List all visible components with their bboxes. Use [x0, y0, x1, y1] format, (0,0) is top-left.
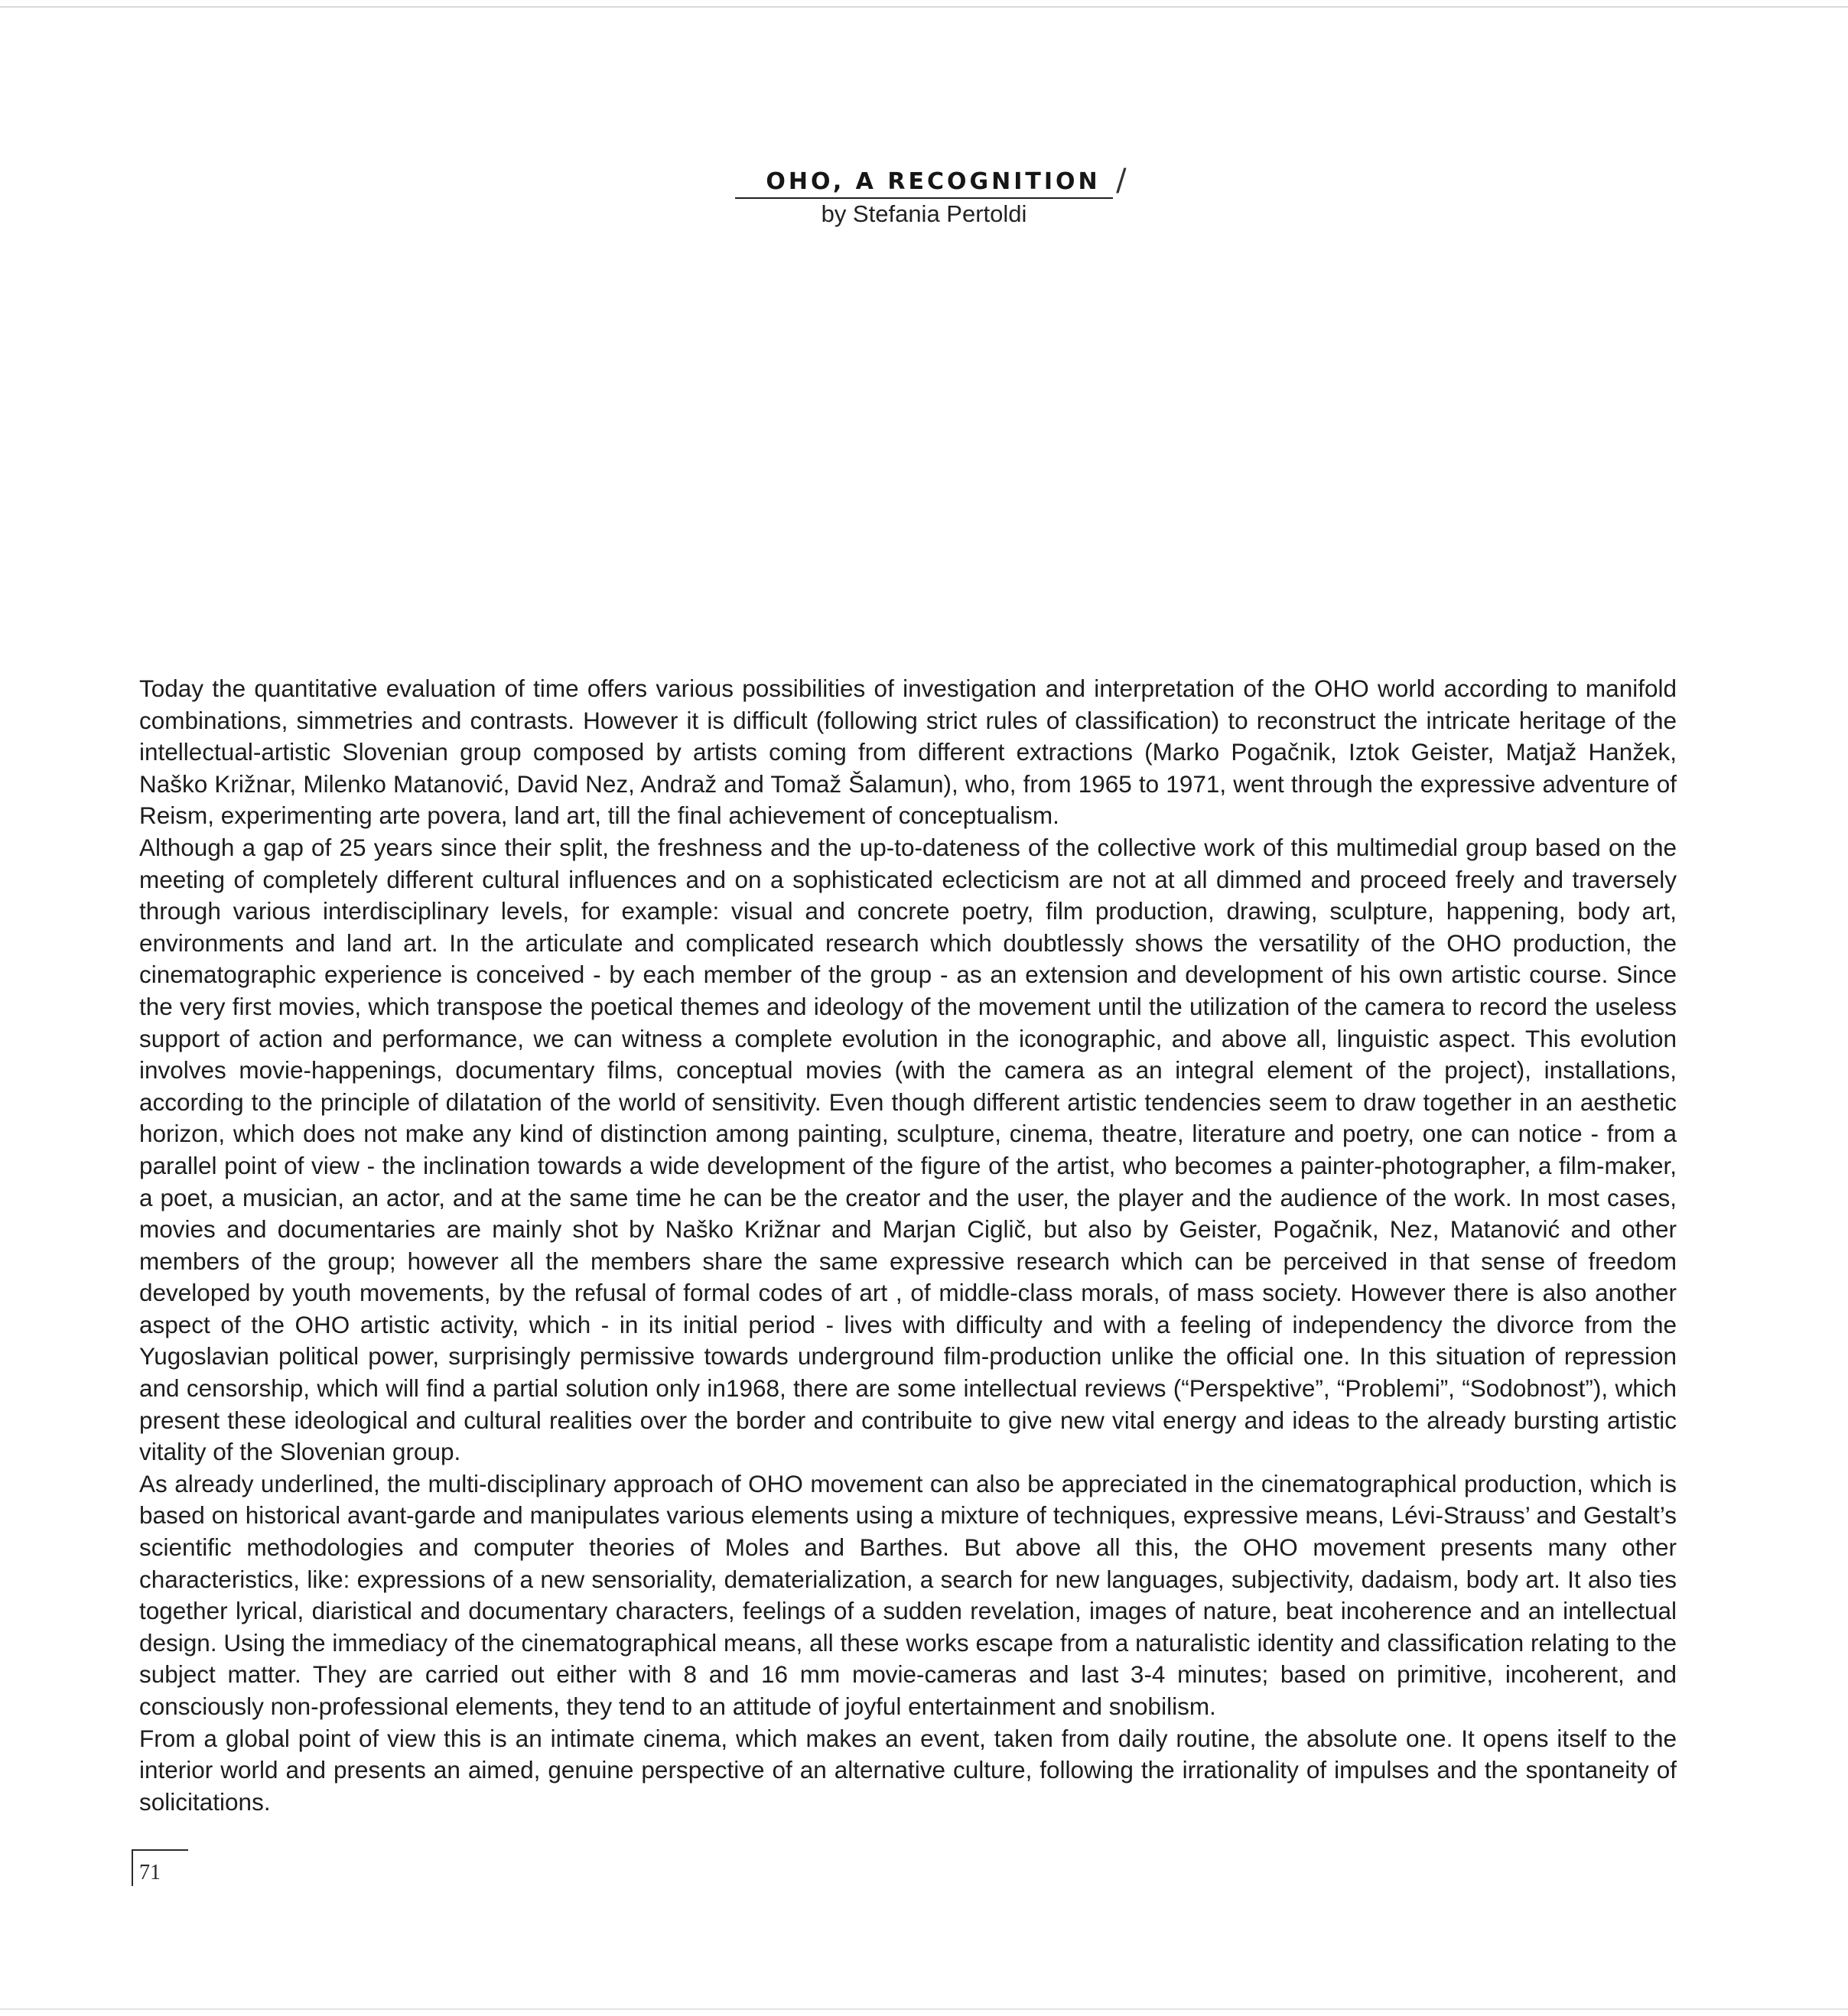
- article-body: [139, 673, 1677, 1818]
- title-slash-mark: /: [1116, 163, 1127, 198]
- paragraph-1: Today the quantitative evaluation of time offers various possibilities of investigation and interpretation of the OHO world according to manifold combinations, simmetries and contrasts. However it is difficult (following strict rules of classification) to reconstruct the intricate heritage of the intellectual-artistic Slovenian group composed by artists coming from different extractions (Marko Pogačnik, Iztok Geister, Matjaž Hanžek, Naško Križnar, Milenko Matanović, David Nez, Andraž and Tomaž Šalamun), who, from 1965 to 1971, went through the expressive adventure of Reism, experimenting arte povera, land art, till the final achievement of conceptualism.: [139, 675, 1677, 830]
- paragraph-3: As already underlined, the multi-disciplinary approach of OHO movement can also be appreciated in the cinematographical production, which is based on historical avant-garde and manipulates various elements using a mixture of techniques, expressive means, Lévi-Strauss’ and Gestalt’s scientific methodologies and computer theories of Moles and Barthes. But above all this, the OHO movement presents many other characteristics, like: expressions of a new sensoriality, dematerialization, a search for new languages, subjectivity, dadaism, body art. It also ties together lyrical, diaristical and documentary characters, feelings of a sudden revelation, images of nature, beat incoherence and an intellectual design. Using the immediacy of the cinematographical means, all these works escape from a naturalistic identity and classification relating to the subject matter. They are carried out either with 8 and 16 mm movie-cameras and last 3-4 minutes; based on primitive, incoherent, and consciously non-professional elements, they tend to an attitude of joyful entertainment and snobilism.: [139, 1469, 1677, 1720]
- article-author: by Stefania Pertoldi: [821, 200, 1027, 227]
- scan-edge-bottom: [0, 2008, 1848, 2010]
- article-title: [735, 163, 1127, 199]
- paragraph-2: Although a gap of 25 years since their split, the freshness and the up-to-dateness of the collective work of this multimedial group based on the meeting of completely different cultural influences and on a sophisticated eclecticism are not at all dimmed and proceed freely and traversely through various interdisciplinary levels, for example: visual and concrete poetry, film production, drawing, sculpture, happening, body art, environments and land art. In the articulate and complicated research which doubtlessly shows the versatility of the OHO production, the cinematographic experience is conceived - by each member of the group - as an extension and development of his own artistic course. Since the very first movies, which transpose the poetical themes and ideology of the movement until the utilization of the camera to record the useless support of action and performance, we can witness a complete evolution in the iconographic, and above all, linguistic aspect. This evolution involves movie-happenings, documentary films, conceptual movies (with the camera as an integral element of the project), installations, according to the principle of dilatation of the world of sensitivity. Even though different artistic tendencies seem to draw together in an aesthetic horizon, which does not make any kind of distinction among painting, sculpture, cinema, theatre, literature and poetry, one can notice - from a parallel point of view - the inclination towards a wide development of the figure of the artist, who becomes a painter-photographer, a film-maker, a poet, a musician, an actor, and at the same time he can be the creator and the user, the player and the audience of the work. In most cases, movies and documentaries are mainly shot by Naško Križnar and Marjan Ciglič, but also by Geister, Pogačnik, Nez, Matanović and other members of the group; however all the members share the same expressive research which can be perceived in that sense of freedom developed by youth movements, by the refusal of formal codes of art , of middle-class morals, of mass society. However there is also another aspect of the OHO artistic activity, which - in its initial period - lives with difficulty and with a feeling of independency the divorce from the Yugoslavian political power, surprisingly permissive towards underground film-production unlike the official one. In this situation of repression and censorship, which will find a partial solution only in1968, there are some intellectual reviews (“Perspektive”, “Problemi”, “Sodobnost”), which present these ideological and cultural realities over the border and contribuite to give new vital energy and ideas to the already bursting artistic vitality of the Slovenian group.: [139, 833, 1677, 1466]
- paragraph-4: From a global point of view this is an intimate cinema, which makes an event, taken from daily routine, the absolute one. It opens itself to the interior world and presents an aimed, genuine perspective of an alternative culture, following the irrationality of impulses and the spontaneity of solicitations.: [139, 1724, 1677, 1816]
- scan-edge-top: [0, 6, 1848, 8]
- page-number: 71: [139, 1861, 161, 1884]
- article-title-text: OHO, A RECOGNITION: [766, 168, 1101, 195]
- article-header: [0, 163, 1848, 229]
- page-number-box: [132, 1849, 188, 1886]
